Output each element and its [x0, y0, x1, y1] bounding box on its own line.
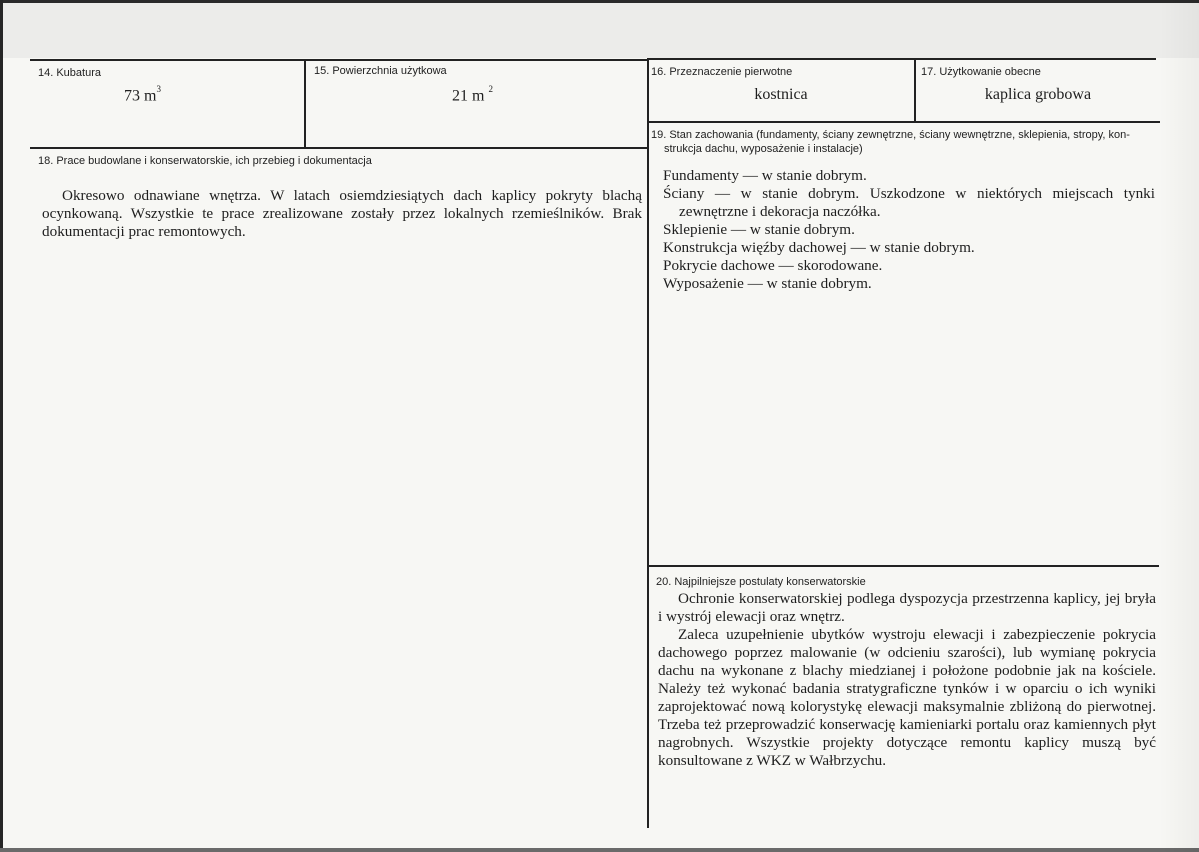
condition-item-wyposazenie: Wyposażenie — w stanie dobrym. [663, 275, 872, 292]
field-value [124, 86, 161, 105]
field-label: 15. Powierzchnia użytkowa [314, 65, 447, 77]
paragraph: Zaleca uzupełnienie ubytków wystroju elewacji i zabezpieczenie pokrycia dachowego poprzez malowanie (w odcieniu szarości), lub wymianę pokrycia dachu na wykonane z blachy miedzianej i położone podobnie jak na kościele. Należy też wykonać badania stratygraficzne tynków i w oparciu o ich wyniki zaprojektować nową kolorystykę elewacji maksymalnie zbliżoną do pierwotnej. Trzeba też przeprowadzić konserwację kamieniarki portalu oraz kamiennych płyt nagrobnych. Wszystkie projekty dotyczące remontu kaplicy muszą być konsultowane z WKZ w Wałbrzychu. [658, 626, 1156, 769]
condition-item-sciany: Ściany — w stanie dobrym. Uszkodzone w niektórych miejscach tynki zewnętrzne i dekoracja naczółka. [663, 185, 1155, 220]
scan-edge-left [0, 0, 3, 852]
field-label-line1: 19. Stan zachowania (fundamenty, ściany zewnętrzne, ściany wewnętrzne, sklepienia, stropy, kon- [651, 129, 1130, 141]
paragraph: Ochronie konserwatorskiej podlega dyspozycja przestrzenna kaplicy, jej bryła i wystrój elewacji oraz wnętrz. [658, 590, 1156, 625]
scan-margin-band [3, 3, 1199, 58]
field-value: kostnica [754, 86, 808, 103]
scan-shadow-right [1159, 0, 1199, 852]
postulaty-text [658, 590, 1156, 770]
line-under-16-17 [648, 121, 1160, 123]
divider-main [647, 58, 649, 828]
paragraph: Okresowo odnawiane wnętrza. W latach osiemdziesiątych dach kaplicy pokryty blachą ocynkowaną. Wszystkie te prace zrealizowane zostały przez lokalnych rzemieślników. Brak dokumentacji prac remontowych. [42, 187, 642, 240]
scan-edge-bottom [0, 848, 1199, 852]
field-label-line2: strukcja dachu, wyposażenie i instalacje) [664, 143, 863, 155]
line-under-14-15 [30, 147, 648, 149]
field-label: 14. Kubatura [38, 67, 101, 79]
field-value: kaplica grobowa [984, 86, 1092, 103]
condition-item-pokrycie: Pokrycie dachowe — skorodowane. [663, 257, 883, 274]
value-text: 73 m [124, 87, 157, 105]
field-text [42, 187, 642, 241]
line-19-20 [648, 565, 1159, 567]
condition-list [663, 167, 1155, 293]
unit-superscript: 2 [488, 84, 493, 94]
field-label: 16. Przeznaczenie pierwotne [651, 66, 793, 78]
condition-item-sklepienie: Sklepienie — w stanie dobrym. [663, 221, 855, 238]
field-label: 20. Najpilniejsze postulaty konserwatorskie [656, 576, 866, 588]
condition-item-fundamenty: Fundamenty — w stanie dobrym. [663, 167, 867, 184]
divider-14-15 [304, 60, 306, 148]
value-text: 21 m [452, 87, 485, 105]
field-value [452, 86, 493, 105]
field-label: 17. Użytkowanie obecne [921, 66, 1041, 78]
unit-superscript: 3 [156, 84, 161, 94]
top-border-left [30, 59, 648, 61]
condition-item-wiezba: Konstrukcja więźby dachowej — w stanie dobrym. [663, 239, 975, 256]
top-border-right [648, 58, 1156, 60]
field-label: 18. Prace budowlane i konserwatorskie, ich przebieg i dokumentacja [38, 155, 372, 167]
